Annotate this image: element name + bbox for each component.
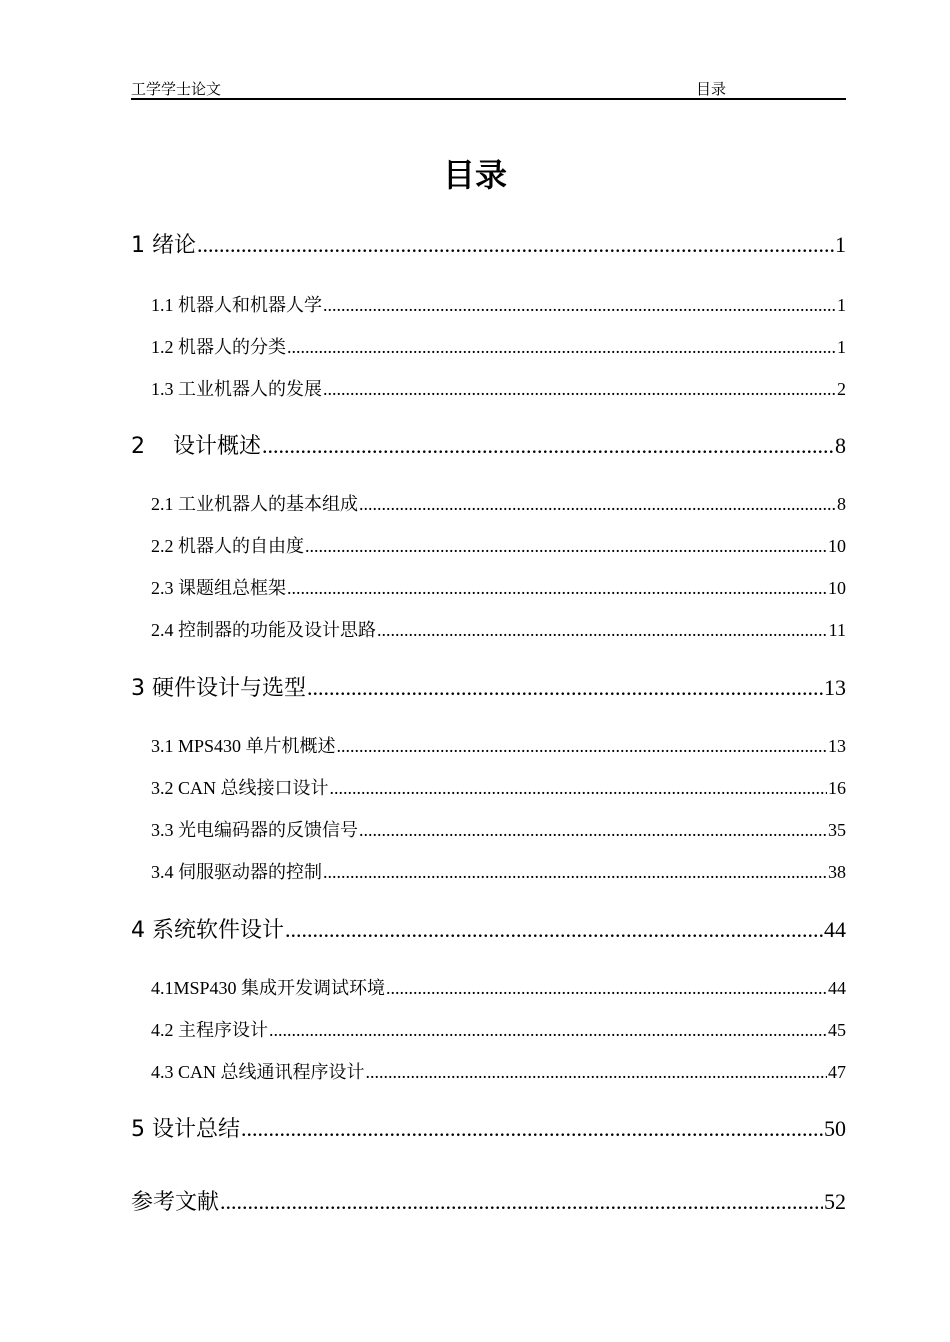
toc-section-3-1[interactable]	[151, 732, 846, 758]
toc-label: 4.1MSP430 集成开发调试环境	[151, 978, 386, 998]
toc-label: 1 绪论	[131, 233, 196, 258]
toc-leader-dots	[323, 379, 836, 400]
toc-section-2-3[interactable]	[151, 574, 846, 600]
toc-leader-dots	[386, 978, 827, 999]
toc-leader-dots	[337, 736, 827, 757]
toc-section-4-3[interactable]	[151, 1058, 846, 1084]
toc-section-2-1[interactable]	[151, 490, 846, 516]
toc-label: 2.3 课题组总框架	[151, 578, 286, 598]
toc-section-3-4[interactable]	[151, 858, 846, 884]
toc-page-number: 52	[824, 1189, 846, 1214]
toc-leader-dots	[220, 1189, 823, 1215]
toc-leader-dots	[262, 433, 834, 459]
toc-leader-dots	[377, 620, 828, 641]
toc-section-3-3[interactable]	[151, 816, 846, 842]
toc-section-1-1[interactable]	[151, 291, 846, 317]
toc-chapter-1[interactable]	[131, 228, 846, 259]
toc-leader-dots	[323, 862, 827, 883]
toc-section-1-3[interactable]	[151, 375, 846, 401]
page-title: 目录	[442, 156, 507, 194]
toc-label: 参考文献	[131, 1190, 220, 1215]
toc-section-4-1[interactable]	[151, 974, 846, 1000]
toc-chapter-2[interactable]	[131, 429, 846, 460]
toc-chapter-3[interactable]	[131, 671, 846, 702]
toc-page-number: 44	[828, 978, 846, 998]
toc-leader-dots	[287, 578, 827, 599]
toc-references[interactable]	[131, 1185, 846, 1216]
toc-label: 3.2 CAN 总线接口设计	[151, 778, 329, 798]
toc-label: 2.4 控制器的功能及设计思路	[151, 620, 376, 640]
toc-label: 1.3 工业机器人的发展	[151, 379, 322, 399]
toc-page-number: 8	[837, 494, 846, 514]
toc-label: 1.2 机器人的分类	[151, 337, 286, 357]
toc-label: 2.1 工业机器人的基本组成	[151, 494, 358, 514]
toc-page-number: 2	[837, 379, 846, 399]
toc-label: 2 设计概述	[131, 434, 261, 459]
toc-leader-dots	[197, 232, 834, 258]
toc-page-number: 45	[828, 1020, 846, 1040]
toc-leader-dots	[307, 675, 823, 701]
toc-leader-dots	[269, 1020, 827, 1041]
toc-leader-dots	[305, 536, 827, 557]
toc-label: 3 硬件设计与选型	[131, 676, 306, 701]
page-header	[131, 78, 846, 100]
toc-page-number: 8	[835, 433, 846, 458]
toc-page-number: 35	[828, 820, 846, 840]
toc-section-4-2[interactable]	[151, 1016, 846, 1042]
toc-page-number: 10	[828, 578, 846, 598]
toc-label: 5 设计总结	[131, 1117, 240, 1142]
toc-page-number: 13	[828, 736, 846, 756]
toc-chapter-5[interactable]	[131, 1112, 846, 1143]
toc-page-number: 1	[837, 295, 846, 315]
toc-leader-dots	[366, 1062, 827, 1083]
toc-label: 2.2 机器人的自由度	[151, 536, 304, 556]
toc-leader-dots	[287, 337, 836, 358]
toc-page-number: 44	[824, 917, 846, 942]
toc-leader-dots	[359, 494, 836, 515]
toc-leader-dots	[323, 295, 836, 316]
toc-page-number: 47	[828, 1062, 846, 1082]
header-section-name: 目录	[696, 80, 727, 98]
toc-section-2-4[interactable]	[151, 616, 846, 642]
toc-section-1-2[interactable]	[151, 333, 846, 359]
toc-section-3-2[interactable]	[151, 774, 846, 800]
toc-leader-dots	[359, 820, 827, 841]
toc-page-number: 16	[828, 778, 846, 798]
toc-page-number: 13	[824, 675, 846, 700]
toc-leader-dots	[285, 917, 823, 943]
toc-label: 4.3 CAN 总线通讯程序设计	[151, 1062, 365, 1082]
toc-label: 3.3 光电编码器的反馈信号	[151, 820, 358, 840]
toc-label: 4.2 主程序设计	[151, 1020, 268, 1040]
toc-label: 1.1 机器人和机器人学	[151, 295, 322, 315]
toc-label: 4 系统软件设计	[131, 918, 284, 943]
toc-chapter-4[interactable]	[131, 913, 846, 944]
toc-leader-dots	[241, 1116, 823, 1142]
header-thesis-type: 工学学士论文	[131, 80, 222, 98]
toc-page-number: 11	[828, 620, 846, 640]
toc-page-number: 10	[828, 536, 846, 556]
toc-label: 3.4 伺服驱动器的控制	[151, 862, 322, 882]
toc-section-2-2[interactable]	[151, 532, 846, 558]
toc-page-number: 1	[837, 337, 846, 357]
toc-page-number: 1	[835, 232, 846, 257]
toc-leader-dots	[330, 778, 827, 799]
toc-page-number: 38	[828, 862, 846, 882]
toc-label: 3.1 MPS430 单片机概述	[151, 736, 336, 756]
toc-page-number: 50	[824, 1116, 846, 1141]
